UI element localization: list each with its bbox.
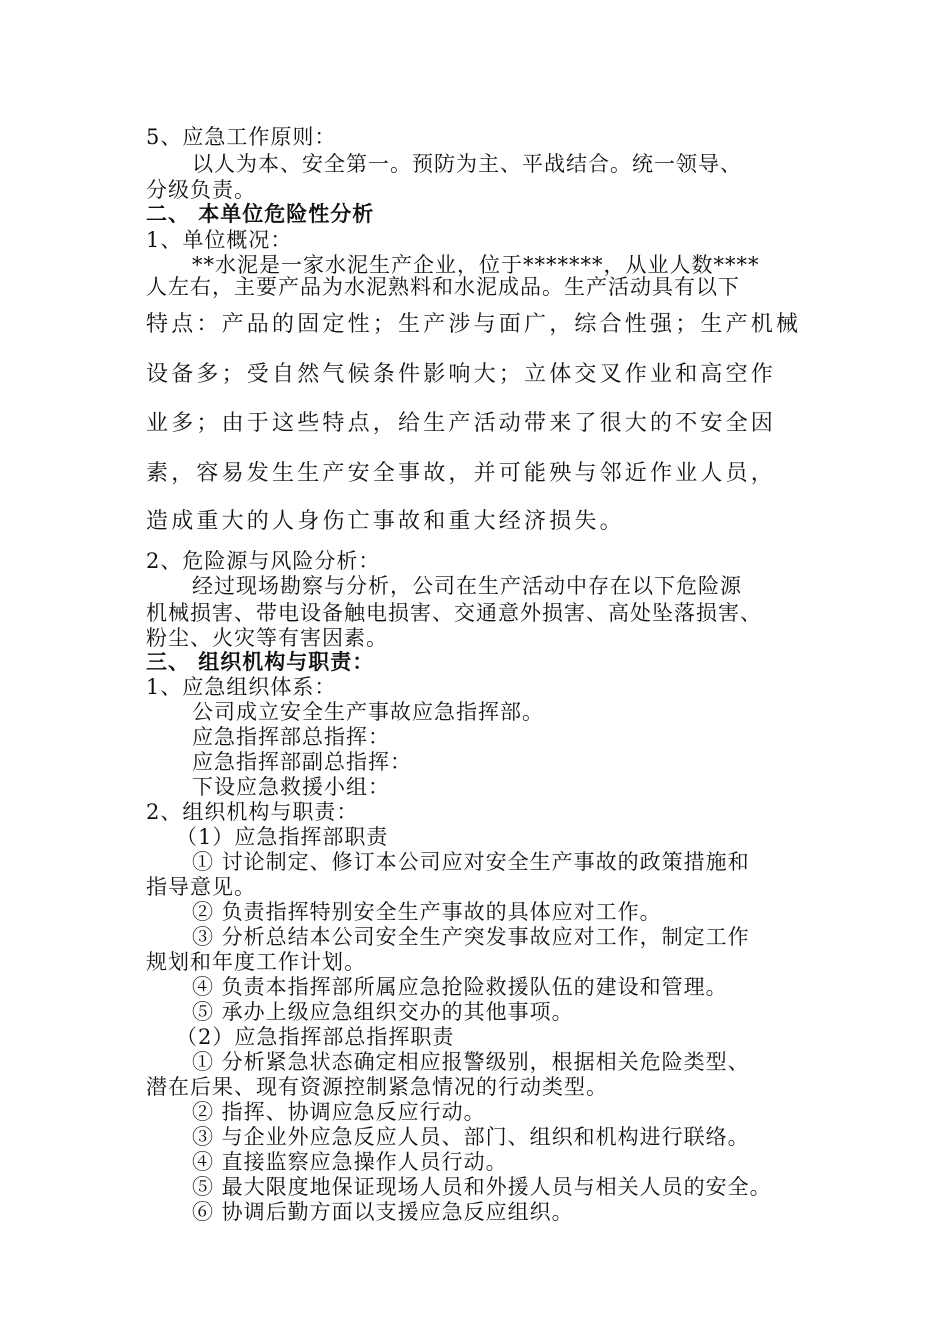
unit-overview-text-3: 特点：产品的固定性；生产涉与面广，综合性强；生产机械 bbox=[146, 312, 802, 337]
hazard-analysis-text-2: 机械损害、带电设备触电损害、交通意外损害、高处坠落损害、 bbox=[146, 601, 762, 625]
section-3-heading: 三、 组织机构与职责： bbox=[146, 649, 375, 674]
unit-overview-text-4: 设备多；受自然气候条件影响大；立体交叉作业和高空作 bbox=[146, 362, 777, 387]
commander-duty-1-cont: 潜在后果、现有资源控制紧急情况的行动类型。 bbox=[146, 1075, 608, 1099]
org-duties-heading: 2、组织机构与职责： bbox=[146, 800, 359, 824]
command-duty-5: ⑤ 承办上级应急组织交办的其他事项。 bbox=[192, 1000, 574, 1024]
unit-overview-text-5: 业多；由于这些特点，给生产活动带来了很大的不安全因 bbox=[146, 411, 777, 436]
unit-overview-text-1: **水泥是一家水泥生产企业，位于*******，从业人数**** bbox=[192, 253, 760, 277]
hazard-analysis-text-1: 经过现场勘察与分析，公司在生产活动中存在以下危险源 bbox=[192, 574, 742, 598]
unit-overview-text-6: 素，容易发生生产安全事故，并可能殃与邻近作业人员， bbox=[146, 461, 777, 486]
commander-duty-5: ⑤ 最大限度地保证现场人员和外援人员与相关人员的安全。 bbox=[192, 1175, 772, 1199]
command-duty-3: ③ 分析总结本公司安全生产突发事故应对工作，制定工作 bbox=[192, 925, 750, 949]
unit-overview-heading: 1、单位概况： bbox=[146, 228, 293, 252]
command-duty-4: ④ 负责本指挥部所属应急抢险救援队伍的建设和管理。 bbox=[192, 975, 728, 999]
emergency-org-text-1: 公司成立安全生产事故应急指挥部。 bbox=[192, 700, 544, 724]
command-duty-2: ② 负责指挥特别安全生产事故的具体应对工作。 bbox=[192, 900, 662, 924]
emergency-org-text-4: 下设应急救援小组： bbox=[192, 775, 390, 799]
emergency-org-text-3: 应急指挥部副总指挥： bbox=[192, 750, 412, 774]
commander-duty-1: ① 分析紧急状态确定相应报警级别，根据相关危险类型、 bbox=[192, 1050, 750, 1074]
hazard-analysis-heading: 2、危险源与风险分析： bbox=[146, 549, 381, 573]
unit-overview-text-2: 人左右，主要产品为水泥熟料和水泥成品。生产活动具有以下 bbox=[146, 275, 740, 299]
principles-text-2: 分级负责。 bbox=[146, 178, 256, 202]
command-duties-heading: （1）应急指挥部职责 bbox=[176, 825, 389, 849]
command-duty-1-cont: 指导意见。 bbox=[146, 875, 256, 899]
unit-overview-text-7: 造成重大的人身伤亡事故和重大经济损失。 bbox=[146, 509, 625, 534]
command-duty-3-cont: 规划和年度工作计划。 bbox=[146, 950, 366, 974]
commander-duty-6: ⑥ 协调后勤方面以支援应急反应组织。 bbox=[192, 1200, 574, 1224]
emergency-org-heading: 1、应急组织体系： bbox=[146, 675, 337, 699]
commander-duty-4: ④ 直接监察应急操作人员行动。 bbox=[192, 1150, 508, 1174]
emergency-org-text-2: 应急指挥部总指挥： bbox=[192, 725, 390, 749]
command-duty-1: ① 讨论制定、修订本公司应对安全生产事故的政策措施和 bbox=[192, 850, 750, 874]
hazard-analysis-text-3: 粉尘、火灾等有害因素。 bbox=[146, 626, 388, 650]
commander-duties-heading: （2）应急指挥部总指挥职责 bbox=[176, 1025, 455, 1049]
principles-heading: 5、应急工作原则： bbox=[146, 125, 337, 149]
commander-duty-3: ③ 与企业外应急反应人员、部门、组织和机构进行联络。 bbox=[192, 1125, 750, 1149]
principles-text-1: 以人为本、安全第一。预防为主、平战结合。统一领导、 bbox=[192, 152, 742, 176]
section-2-heading: 二、 本单位危险性分析 bbox=[146, 201, 375, 226]
commander-duty-2: ② 指挥、协调应急反应行动。 bbox=[192, 1100, 486, 1124]
